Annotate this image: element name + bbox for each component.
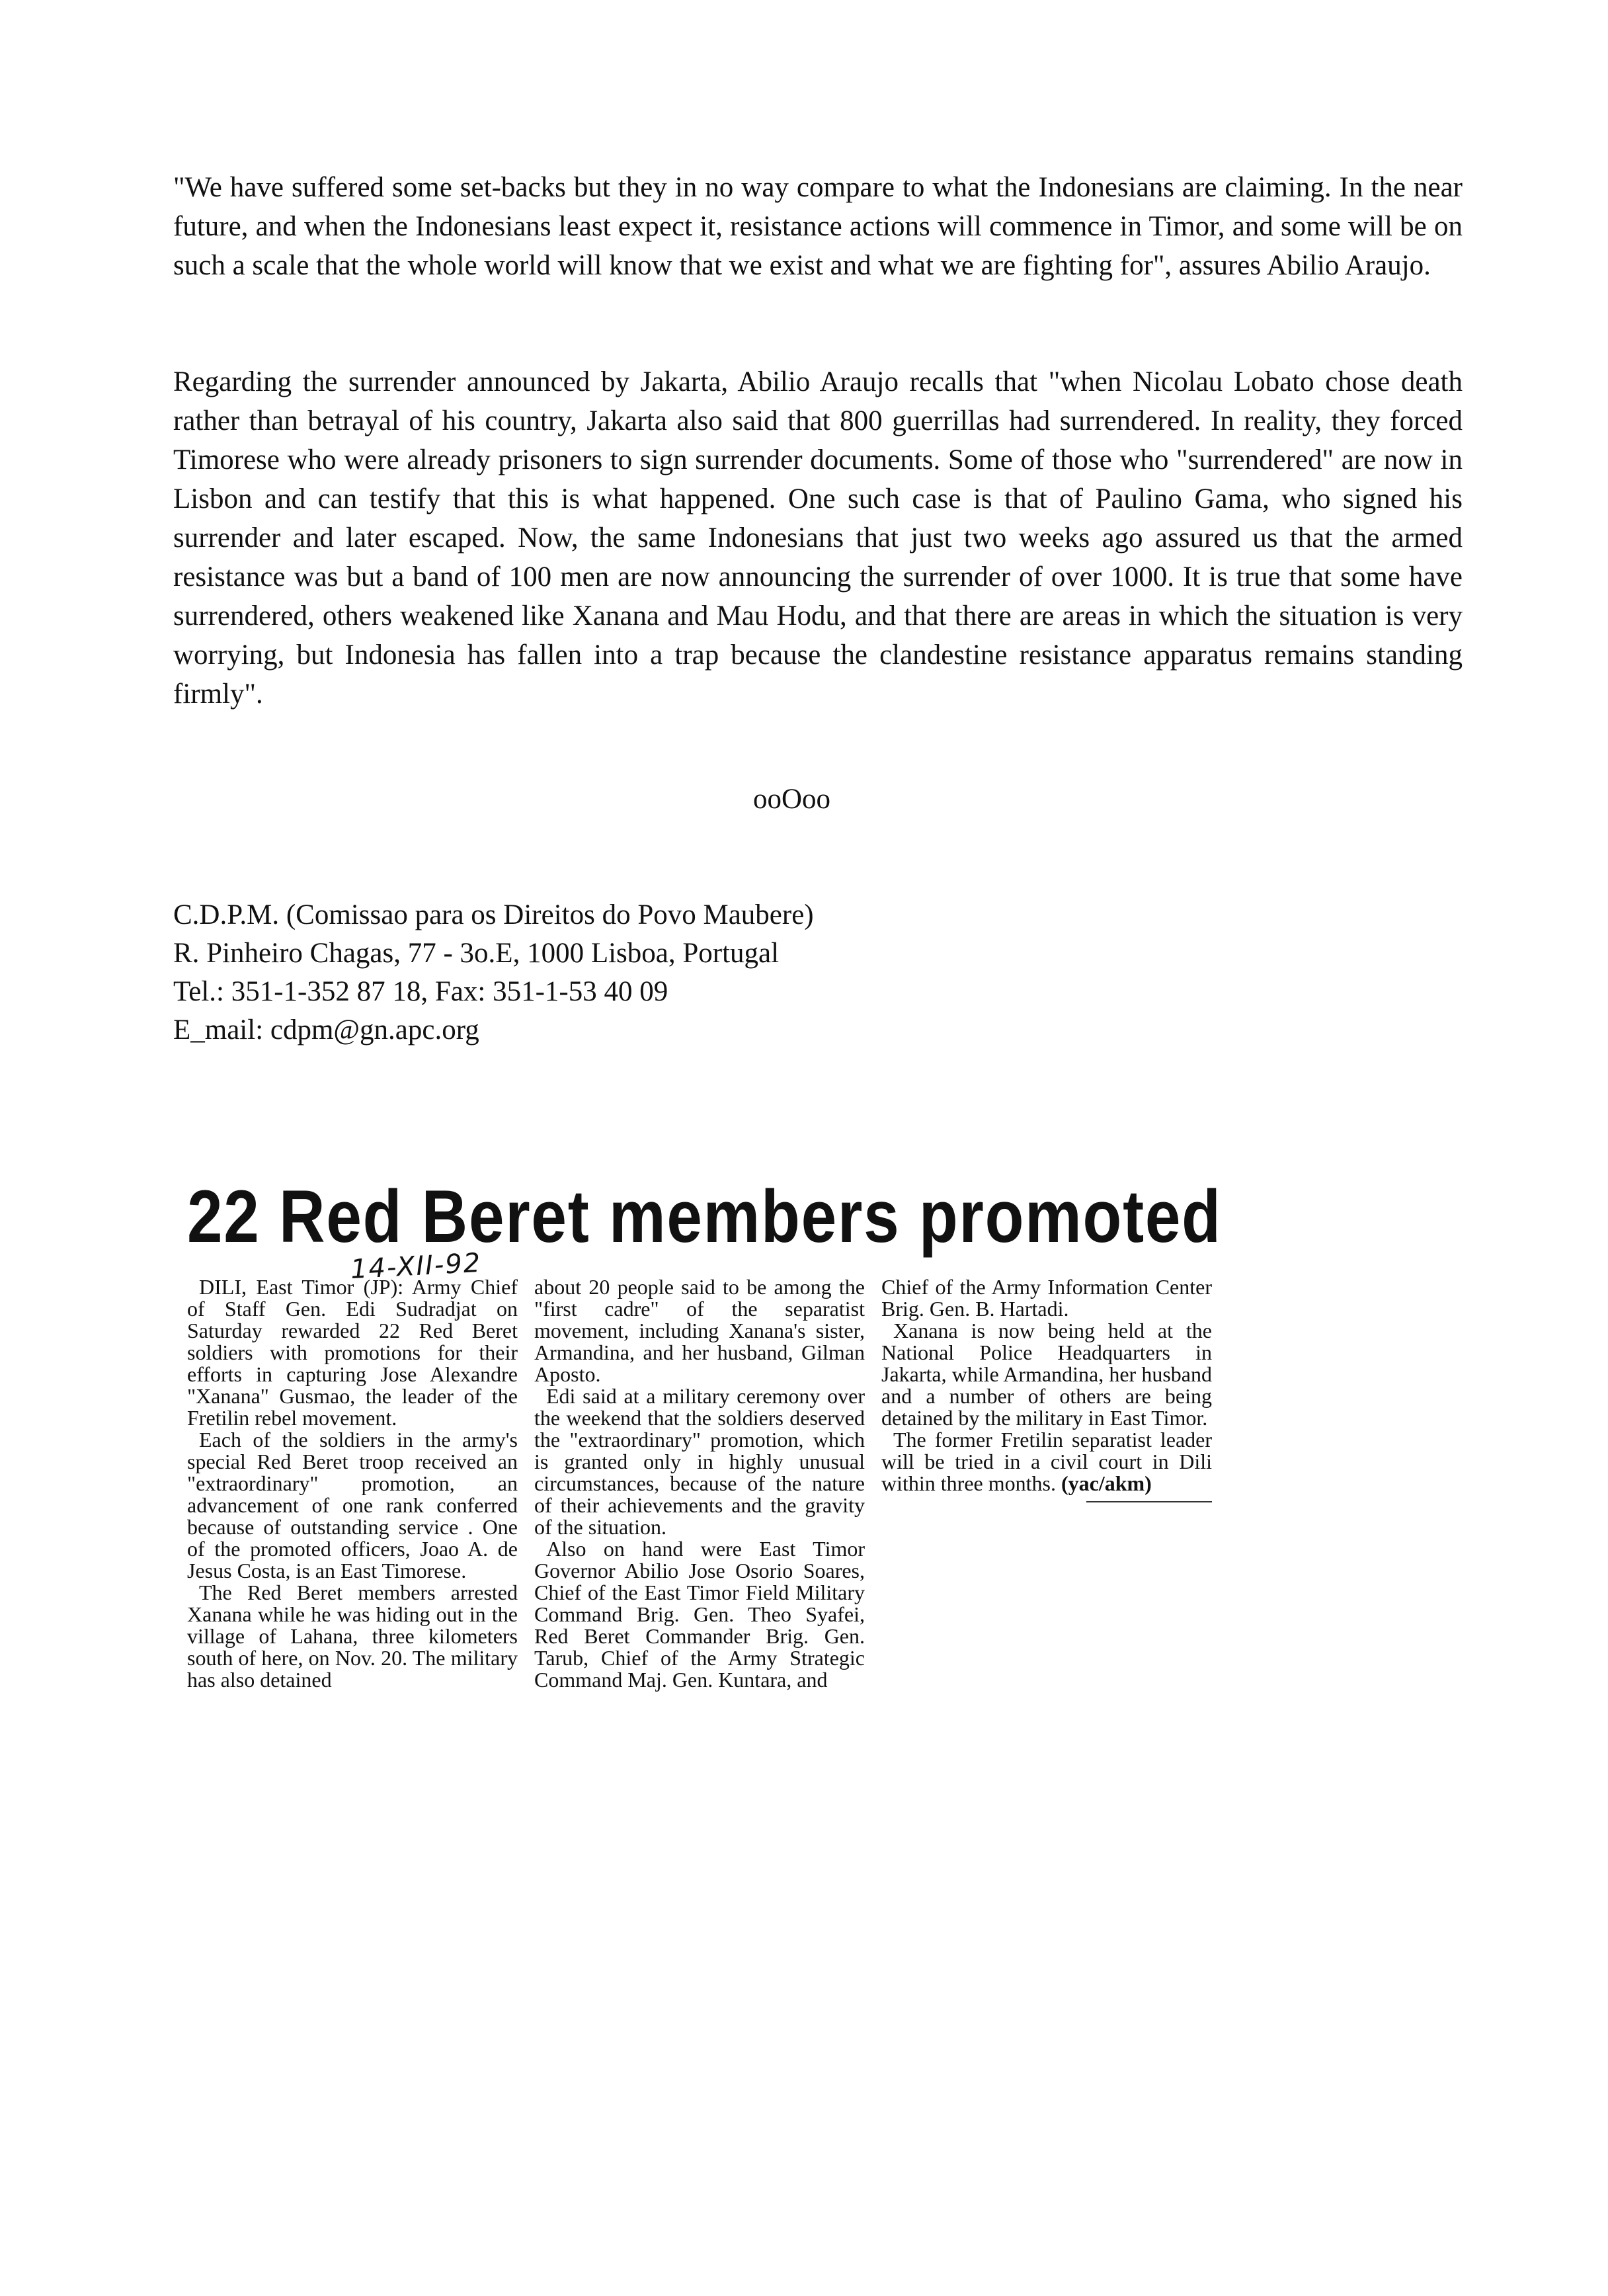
- contact-email: E_mail: cdpm@gn.apc.org: [173, 1014, 479, 1046]
- contact-organization: C.D.P.M. (Comissao para os Direitos do Povo Maubere): [173, 899, 814, 930]
- handwritten-date: 14-XII-92: [349, 1247, 483, 1286]
- contact-address: R. Pinheiro Chagas, 77 - 3o.E, 1000 Lisboa, Portugal: [173, 938, 780, 969]
- column-paragraph: Xanana is now being held at the National Police Headquarters in Jakarta, while Armandina, her husband and a number of others are being detained by the military in East Timor.: [881, 1319, 1212, 1430]
- end-rule: [1086, 1501, 1212, 1502]
- author-signature: (yac/akm): [1061, 1471, 1152, 1495]
- column-paragraph: Also on hand were East Timor Governor Abilio Jose Osorio Soares, Chief of the East Timor Field Military Command Brig. Gen. Theo Syafei, Red Beret Commander Brig. Gen. Tarub, Chief of the Army Strategic Command Maj. Gen. Kuntara, and: [534, 1537, 865, 1692]
- column-paragraph: DILI, East Timor (JP): Army Chief of Staff Gen. Edi Sudradjat on Saturday rewarded 22 Red Beret soldiers with promotions for their efforts in capturing Jose Alexandre "Xanana" Gusmao, the leader of the Fretilin rebel movement.: [187, 1275, 518, 1430]
- clipping-headline: 22 Red Beret members promoted: [187, 1175, 1222, 1258]
- letter-paragraph-2: [173, 362, 1463, 714]
- column-paragraph: about 20 people said to be among the "first cadre" of the separatist movement, including Xanana's sister, Armandina, and her husband, Gilman Aposto.: [534, 1275, 865, 1386]
- quote-paragraph: "We have suffered some set-backs but they in no way compare to what the Indonesians are claiming. In the near future, and when the Indonesians least expect it, resistance actions will commence in Timor, and some will be on such a scale that the whole world will know that we exist and what we are fighting for", assures Abilio Araujo.: [173, 172, 1463, 281]
- clipping-column-1: [187, 1276, 518, 1691]
- contact-block: [173, 896, 814, 1049]
- column-paragraph: Chief of the Army Information Center Brig. Gen. B. Hartadi.: [881, 1275, 1212, 1321]
- column-paragraph: The Red Beret members arrested Xanana while he was hiding out in the village of Lahana, three kilometers south of here, on Nov. 20. The military has also detained: [187, 1580, 518, 1692]
- letter-paragraph-1: [173, 168, 1463, 285]
- column-paragraph: Edi said at a military ceremony over the weekend that the soldiers deserved the "extraordinary" promotion, which is granted only in highly unusual circumstances, because of the nature of their achievements and the gravity of the situation.: [534, 1384, 865, 1539]
- newspaper-clipping: [187, 1177, 1238, 1256]
- surrender-paragraph: Regarding the surrender announced by Jakarta, Abilio Araujo recalls that "when Nicolau Lobato chose death rather than betrayal of his country, Jakarta also said that 800 guerrillas had surrendered. In reality, they forced Timorese who were already prisoners to sign surrender documents. Some of those who "surrendered" are now in Lisbon and can testify that this is what happened. One such case is that of Paulino Gama, who signed his surrender and later escaped. Now, the same Indonesians that just two weeks ago assured us that the armed resistance was but a band of 100 men are now announcing the surrender of over 1000. It is true that some have surrendered, others weakened like Xanana and Mau Hodu, and that there are areas in which the situation is very worrying, but Indonesia has fallen into a trap because the clandestine resistance apparatus remains standing firmly".: [173, 366, 1463, 710]
- column-paragraph: [881, 1429, 1212, 1495]
- clipping-column-2: [534, 1276, 865, 1691]
- clipping-column-3: [881, 1276, 1212, 1502]
- section-separator: ooOoo: [752, 784, 830, 815]
- contact-phone-fax: Tel.: 351-1-352 87 18, Fax: 351-1-53 40 09: [173, 976, 668, 1007]
- column-paragraph: Each of the soldiers in the army's special Red Beret troop received an "extraordinary" promotion, an advancement of one rank conferred because of outstanding service . One of the promoted officers, Joao A. de Jesus Costa, is an East Timorese.: [187, 1428, 518, 1582]
- closing-text: The former Fretilin separatist leader will be tried in a civil court in Dili within three months.: [881, 1428, 1212, 1495]
